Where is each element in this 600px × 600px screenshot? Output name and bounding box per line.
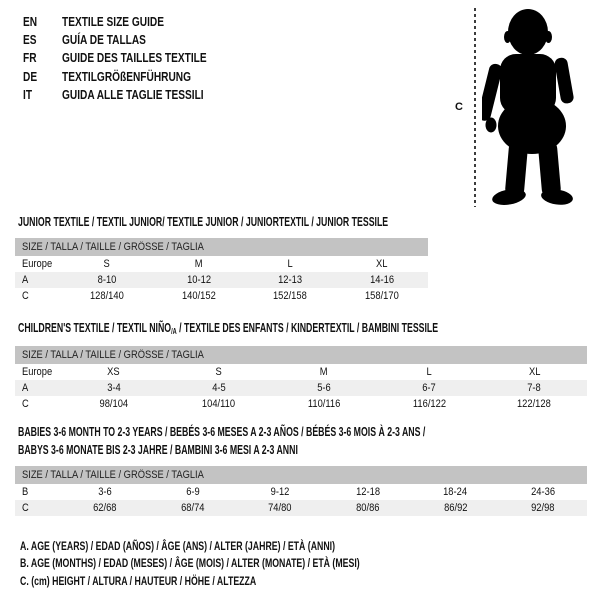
table-cell: 12-18 xyxy=(355,485,380,498)
size-header-cell: SIZE / TALLA / TAILLE / GRÖSSE / TAGLIA xyxy=(15,466,587,484)
lang-row-fr xyxy=(23,49,247,67)
table-cell: M xyxy=(320,365,328,378)
table-cell: 12-13 xyxy=(245,272,337,288)
table-cell: M xyxy=(194,257,203,270)
size-header-cell: SIZE / TALLA / TAILLE / GRÖSSE / TAGLIA xyxy=(15,238,428,256)
table-cell: 140/152 xyxy=(181,289,216,302)
table-cell: 5-6 xyxy=(271,380,376,396)
size-header-row xyxy=(15,466,587,484)
babies-table-title: BABIES 3-6 MONTH TO 2-3 YEARS / BEBÉS 3-6 MESES A 2-3 AÑOS / BÉBÉS 3-6 MOIS À 2-3 ANS / BABYS 3-6 MONATE BIS 2-3 JAHRE / BAMBINI 3-6 MESI A 2-3 ANNI xyxy=(18,425,426,457)
table-cell: 158/170 xyxy=(365,289,400,302)
table-cell: 14-16 xyxy=(336,272,428,288)
table-cell: 86/92 xyxy=(412,500,500,516)
table-cell: 3-4 xyxy=(61,380,166,396)
legend-footnotes xyxy=(20,537,485,590)
row-label: A xyxy=(15,272,61,288)
table-cell: S xyxy=(103,257,110,270)
table-cell: 74/80 xyxy=(236,500,324,516)
lang-code: ES xyxy=(23,31,37,47)
table-cell: 128/140 xyxy=(89,289,124,302)
table-cell: 18-24 xyxy=(443,485,468,498)
row-label: Europe xyxy=(22,257,53,270)
lang-code: DE xyxy=(23,68,38,84)
table-cell: L xyxy=(287,257,293,270)
gender-suffix: /A xyxy=(171,327,177,336)
children-table-title: CHILDREN'S TEXTILE / TEXTIL $NIÑO_{/A}$ / TEXTILE DES ENFANTS / KINDERTEXTIL / BAMBINI TESSILE xyxy=(18,321,439,336)
table-cell: 122/128 xyxy=(517,397,552,410)
lang-code: EN xyxy=(23,13,38,29)
table-cell: 24-36 xyxy=(531,485,556,498)
row-label: B xyxy=(22,485,29,498)
row-label: C xyxy=(22,397,29,410)
height-measure-label: C xyxy=(455,101,463,113)
row-label: C xyxy=(15,500,61,516)
table-cell: 3-6 xyxy=(98,485,112,498)
lang-row-es xyxy=(23,30,247,48)
lang-code: IT xyxy=(23,86,33,102)
footnote-age-years: A. AGE (YEARS) / EDAD (AÑOS) / ÂGE (ANS) / ALTER (JAHRE) / ETÀ (ANNI) xyxy=(20,538,336,553)
size-header-row xyxy=(15,346,587,364)
table-cell: XS xyxy=(107,365,120,378)
lang-row-it xyxy=(23,85,247,103)
age-years-row xyxy=(15,380,587,396)
table-cell: 9-12 xyxy=(270,485,290,498)
table-cell: 80/86 xyxy=(324,500,412,516)
table-cell: 110/116 xyxy=(307,397,341,410)
guide-title-fr: GUIDE DES TAILLES TEXTILE xyxy=(61,50,207,66)
babies-size-table xyxy=(15,466,587,516)
table-cell: XL xyxy=(528,365,541,378)
europe-sizes-row xyxy=(15,256,428,272)
height-cm-row xyxy=(15,500,587,516)
table-cell: 98/104 xyxy=(99,397,128,410)
guide-title-en: TEXTILE SIZE GUIDE xyxy=(61,13,164,29)
footnote-age-months: B. AGE (MONTHS) / EDAD (MESES) / ÂGE (MOIS) / ALTER (MONATE) / ETÀ (MESI) xyxy=(20,556,360,571)
row-label: A xyxy=(15,380,61,396)
row-label: Europe xyxy=(22,365,53,378)
guide-title-it: GUIDA ALLE TAGLIE TESSILI xyxy=(61,86,204,102)
table-cell: 68/74 xyxy=(149,500,237,516)
children-size-table xyxy=(15,346,587,412)
height-measure-dashed-line xyxy=(474,8,476,207)
row-label: C xyxy=(22,289,29,302)
language-header xyxy=(23,12,247,103)
table-cell: 10-12 xyxy=(153,272,245,288)
toddler-silhouette xyxy=(482,6,584,206)
table-cell: 62/68 xyxy=(61,500,149,516)
lang-row-en xyxy=(23,12,247,30)
size-header-cell: SIZE / TALLA / TAILLE / GRÖSSE / TAGLIA xyxy=(15,346,587,364)
europe-sizes-row xyxy=(15,364,587,380)
junior-table-title: JUNIOR TEXTILE / TEXTIL JUNIOR/ TEXTILE JUNIOR / JUNIORTEXTIL / JUNIOR TESSILE xyxy=(18,215,389,229)
table-cell: 8-10 xyxy=(61,272,153,288)
age-years-row xyxy=(15,272,428,288)
guide-title-es: GUÍA DE TALLAS xyxy=(61,31,146,47)
lang-code: FR xyxy=(23,50,37,66)
height-cm-row xyxy=(15,288,428,304)
table-cell: XL xyxy=(376,257,388,270)
lang-row-de xyxy=(23,67,247,85)
size-header-row xyxy=(15,238,428,256)
age-months-row xyxy=(15,484,587,500)
table-cell: 104/110 xyxy=(202,397,236,410)
table-cell: 116/122 xyxy=(412,397,446,410)
table-cell: 4-5 xyxy=(166,380,271,396)
table-cell: L xyxy=(426,365,432,378)
height-cm-row xyxy=(15,396,587,412)
guide-title-de: TEXTILGRÖßENFÜHRUNG xyxy=(61,68,191,84)
table-cell: 152/158 xyxy=(273,289,308,302)
junior-size-table xyxy=(15,238,428,304)
table-cell: 92/98 xyxy=(499,500,587,516)
table-cell: 6-9 xyxy=(185,485,200,498)
footnote-height-cm: C. (cm) HEIGHT / ALTURA / HAUTEUR / HÖHE / ALTEZZA xyxy=(20,573,257,588)
table-cell: 7-8 xyxy=(482,380,587,396)
table-cell: S xyxy=(215,365,222,378)
table-cell: 6-7 xyxy=(377,380,482,396)
